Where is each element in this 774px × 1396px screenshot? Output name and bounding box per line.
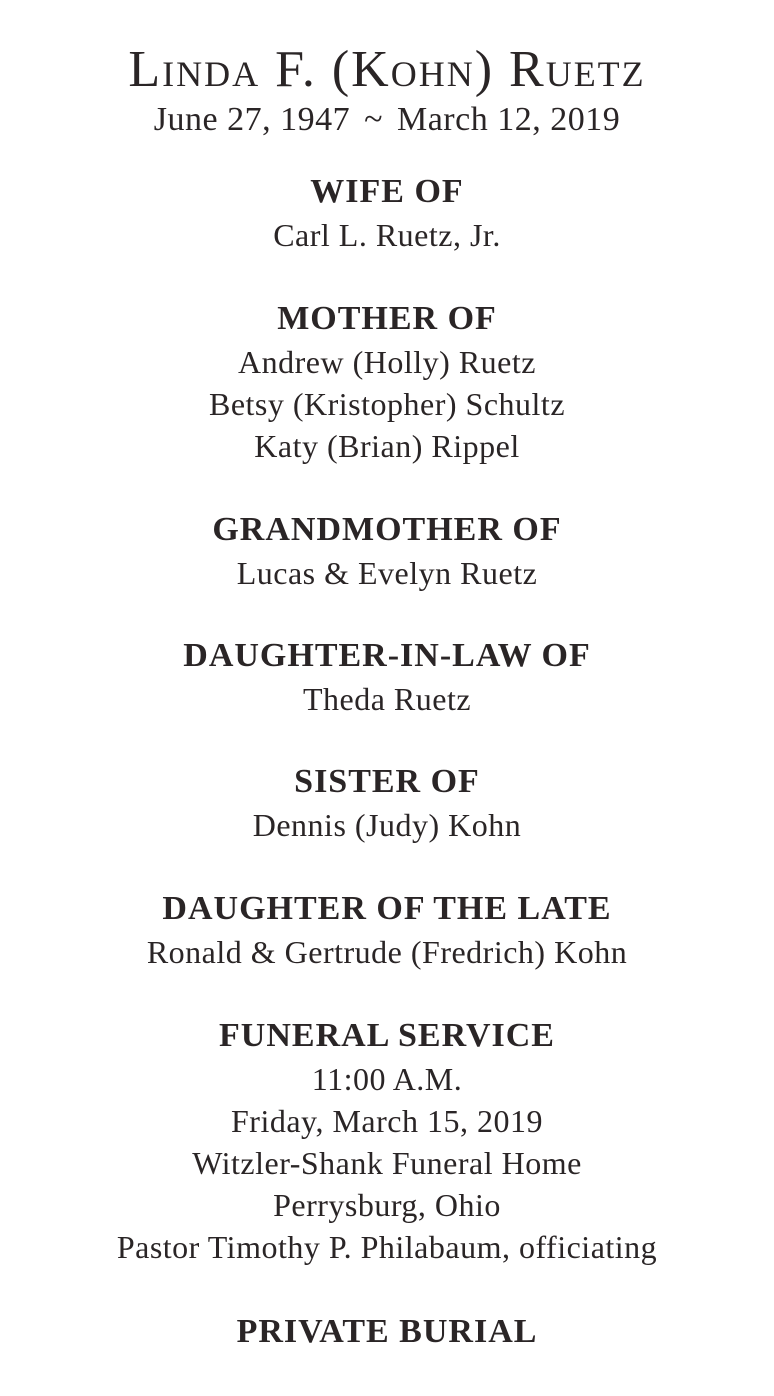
section-heading: PRIVATE BURIAL bbox=[236, 1313, 538, 1350]
section-line: Betsy (Kristopher) Schultz bbox=[208, 386, 566, 422]
section-grandmother-of bbox=[0, 508, 774, 594]
section-heading: DAUGHTER OF THE LATE bbox=[162, 890, 612, 927]
service-venue: Witzler-Shank Funeral Home bbox=[192, 1145, 582, 1181]
section-daughter-in-law-of bbox=[0, 634, 774, 720]
section-line: Katy (Brian) Rippel bbox=[254, 428, 520, 464]
section-line: Lucas & Evelyn Ruetz bbox=[236, 555, 538, 591]
death-date: March 12, 2019 bbox=[396, 101, 621, 138]
section-line: Carl L. Ruetz, Jr. bbox=[273, 217, 501, 253]
section-heading: SISTER OF bbox=[294, 763, 480, 800]
service-officiant: Pastor Timothy P. Philabaum, officiating bbox=[116, 1229, 658, 1265]
section-heading: WIFE OF bbox=[310, 173, 464, 210]
section-line: Ronald & Gertrude (Fredrich) Kohn bbox=[146, 934, 628, 970]
section-line: Andrew (Holly) Ruetz bbox=[238, 344, 536, 380]
section-line: Theda Ruetz bbox=[302, 681, 472, 717]
section-wife-of bbox=[0, 170, 774, 256]
date-separator: ~ bbox=[364, 101, 383, 138]
section-daughter-of-the-late bbox=[0, 887, 774, 973]
service-time: 11:00 A.M. bbox=[311, 1061, 463, 1097]
service-location: Perrysburg, Ohio bbox=[273, 1187, 501, 1223]
section-private-burial bbox=[0, 1310, 774, 1354]
section-sister-of bbox=[0, 760, 774, 846]
section-heading: DAUGHTER-IN-LAW OF bbox=[183, 637, 591, 674]
deceased-name: Linda F. (Kohn) Ruetz bbox=[128, 41, 646, 98]
life-dates bbox=[0, 100, 774, 140]
section-heading: MOTHER OF bbox=[277, 300, 497, 337]
service-date: Friday, March 15, 2019 bbox=[231, 1103, 543, 1139]
section-mother-of bbox=[0, 297, 774, 467]
section-heading: FUNERAL SERVICE bbox=[219, 1017, 555, 1054]
section-heading: GRANDMOTHER OF bbox=[212, 511, 562, 548]
section-line: Dennis (Judy) Kohn bbox=[252, 807, 522, 843]
section-funeral-service bbox=[0, 1014, 774, 1268]
birth-date: June 27, 1947 bbox=[153, 101, 351, 138]
